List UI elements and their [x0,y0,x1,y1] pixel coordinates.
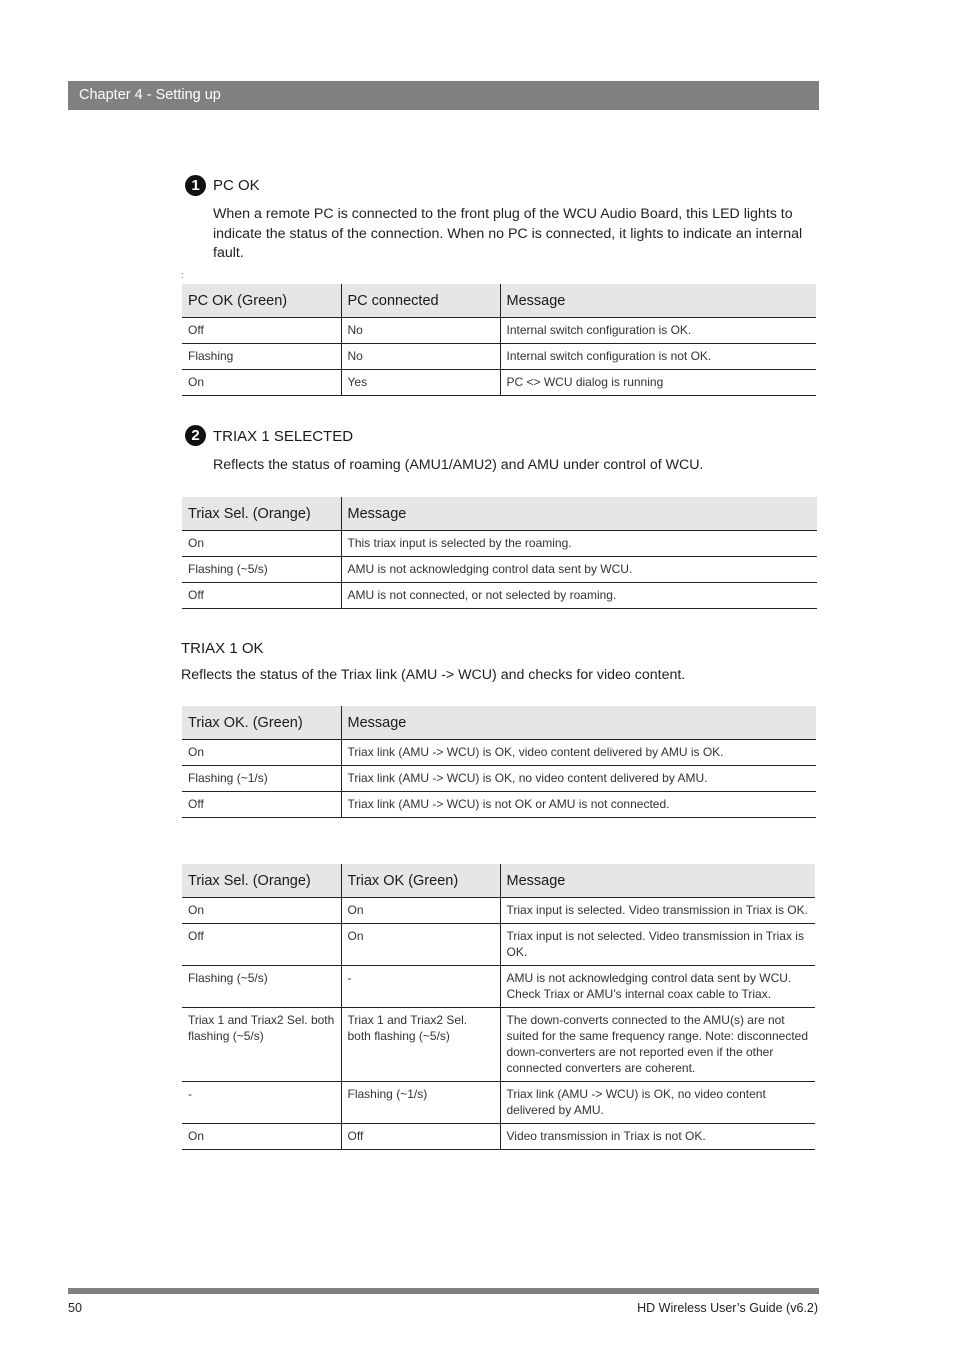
table-row [182,924,815,966]
section-description-pc-ok: When a remote PC is connected to the front plug of the WCU Audio Board, this LED lights to indicate the status of the connection. When no PC is connected, it lights to indicate an internal fault. [213,206,803,261]
table-row [182,792,816,818]
table-cell: Off [182,792,341,818]
page-number: 50 [68,1301,82,1315]
combined-status-table [182,864,815,1150]
column-header: PC connected [341,284,500,318]
table-cell: - [341,966,500,1008]
table-cell: No [341,344,500,370]
section-title-pc-ok: PC OK [213,177,260,194]
table-cell: AMU is not connected, or not selected by roaming. [341,583,817,609]
table-cell: This triax input is selected by the roaming. [341,531,817,557]
table-cell: On [182,740,341,766]
column-header: Triax Sel. (Orange) [182,864,341,898]
section-title-triax1-selected: TRIAX 1 SELECTED [213,428,354,445]
table-cell: Yes [341,370,500,396]
column-header: Triax OK. (Green) [182,706,341,740]
table-row [182,966,815,1008]
table-cell: On [341,898,500,924]
column-header: PC OK (Green) [182,284,341,318]
table-cell: Off [182,318,341,344]
stray-colon: : [181,270,184,280]
table-cell: Triax 1 and Triax2 Sel. both flashing (~5/s) [182,1008,341,1082]
table-row [182,344,816,370]
table-row [182,583,817,609]
table-cell: Triax link (AMU -> WCU) is OK, no video content delivered by AMU. [341,766,816,792]
chapter-header [68,81,819,110]
table-row [182,1008,815,1082]
table-cell: Internal switch configuration is OK. [500,318,816,344]
table-cell: Video transmission in Triax is not OK. [500,1124,815,1150]
table-cell: Triax link (AMU -> WCU) is not OK or AMU is not connected. [341,792,816,818]
table-header-row [182,284,816,318]
table-cell: On [341,924,500,966]
table-cell: AMU is not acknowledging control data sent by WCU. [341,557,817,583]
column-header: Message [341,497,817,531]
table-row [182,898,815,924]
section-title-triax1-ok: TRIAX 1 OK [181,640,264,657]
table-cell: On [182,531,341,557]
section-description-triax1-ok: Reflects the status of the Triax link (AMU -> WCU) and checks for video content. [181,667,686,683]
table-row [182,766,816,792]
section-description-triax1-selected: Reflects the status of roaming (AMU1/AMU2) and AMU under control of WCU. [213,457,704,473]
table-cell: - [182,1082,341,1124]
table-header-row [182,864,815,898]
table-cell: The down-converts connected to the AMU(s) are not suited for the same frequency range. Note: disconnected down-converters are not reported even if the other connected converters are coherent. [500,1008,815,1082]
table-cell: On [182,898,341,924]
table-row [182,740,816,766]
column-header: Triax Sel. (Orange) [182,497,341,531]
column-header: Message [500,864,815,898]
table-cell: No [341,318,500,344]
table-row [182,370,816,396]
table-cell: On [182,370,341,396]
table-header-row [182,706,816,740]
table-cell: Off [182,924,341,966]
number-1-icon: 1 [185,175,206,196]
table-cell: Flashing (~5/s) [182,557,341,583]
table-cell: Internal switch configuration is not OK. [500,344,816,370]
table-row [182,318,816,344]
table-cell: Flashing [182,344,341,370]
column-header: Message [341,706,816,740]
triax-selected-table [182,497,817,609]
table-cell: AMU is not acknowledging control data sent by WCU. Check Triax or AMU’s internal coax cable to Triax. [500,966,815,1008]
table-cell: PC <> WCU dialog is running [500,370,816,396]
table-row [182,557,817,583]
table-row [182,1124,815,1150]
column-header: Message [500,284,816,318]
table-cell: Flashing (~5/s) [182,966,341,1008]
table-cell: Flashing (~1/s) [182,766,341,792]
table-cell: Triax link (AMU -> WCU) is OK, no video content delivered by AMU. [500,1082,815,1124]
table-cell: Flashing (~1/s) [341,1082,500,1124]
table-cell: Off [341,1124,500,1150]
table-row [182,531,817,557]
table-cell: Triax input is selected. Video transmission in Triax is OK. [500,898,815,924]
table-header-row [182,497,817,531]
table-cell: On [182,1124,341,1150]
table-row [182,1082,815,1124]
chapter-title: Chapter 4 - Setting up [79,87,221,103]
table-cell: Triax input is not selected. Video transmission in Triax is OK. [500,924,815,966]
table-cell: Triax link (AMU -> WCU) is OK, video content delivered by AMU is OK. [341,740,816,766]
pc-ok-table [182,284,816,396]
triax-ok-table [182,706,816,818]
table-cell: Off [182,583,341,609]
table-cell: Triax 1 and Triax2 Sel. both flashing (~5/s) [341,1008,500,1082]
number-2-icon: 2 [185,425,206,446]
guide-title: HD Wireless User’s Guide (v6.2) [637,1301,818,1315]
footer-rule [68,1288,819,1294]
column-header: Triax OK (Green) [341,864,500,898]
